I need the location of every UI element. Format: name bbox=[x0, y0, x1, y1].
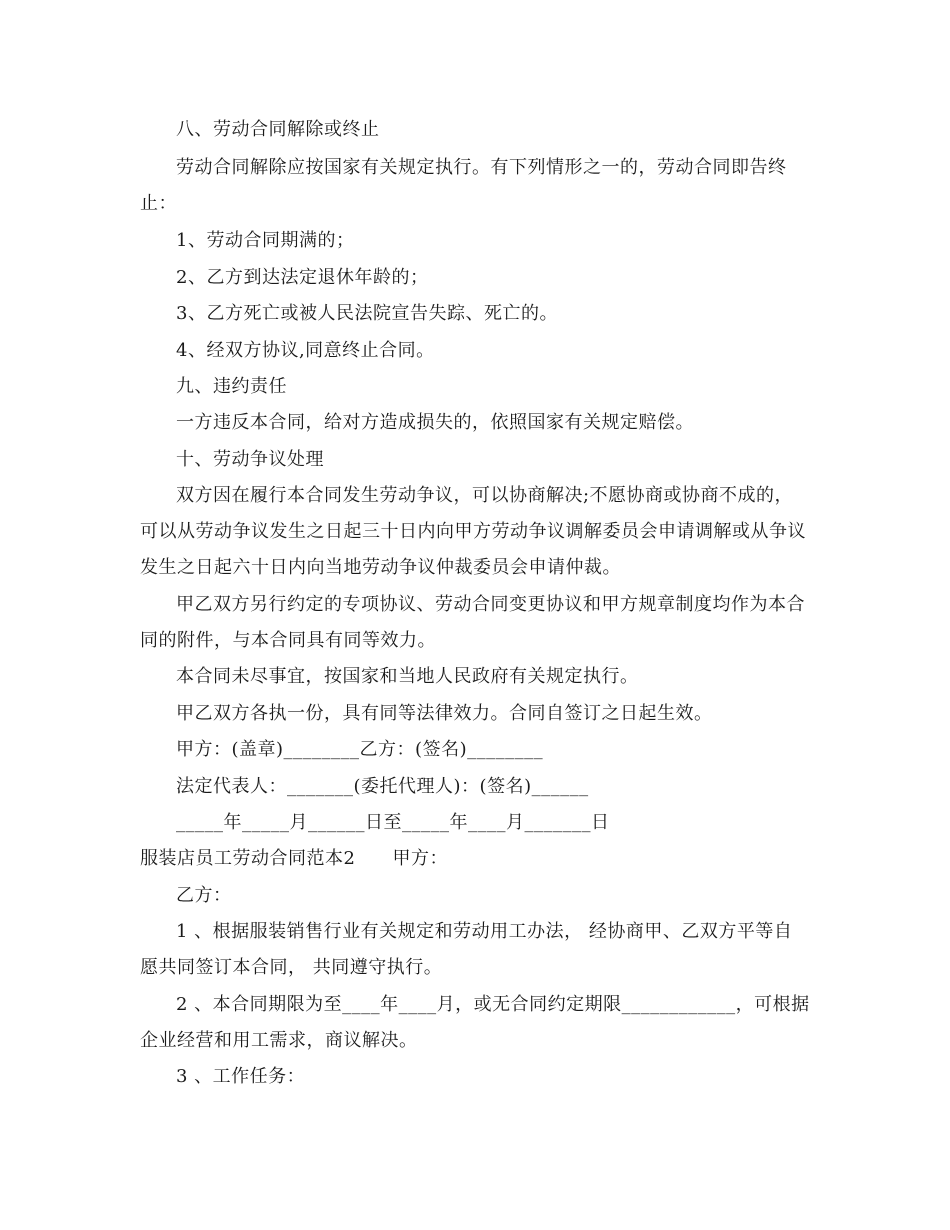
section-heading-termination: 八、劳动合同解除或终止 bbox=[176, 119, 380, 140]
paragraph-line: 企业经营和用工需求，商议解决。 bbox=[140, 1030, 418, 1051]
paragraph-line: 劳动合同解除应按国家有关规定执行。有下列情形之一的，劳动合同即告终 bbox=[176, 157, 787, 178]
paragraph-line: 3 、工作任务： bbox=[176, 1066, 306, 1087]
paragraph-line: 同的附件，与本合同具有同等效力。 bbox=[140, 630, 436, 651]
paragraph-line: 止： bbox=[140, 193, 177, 214]
paragraph-line: 一方违反本合同，给对方造成损失的，依照国家有关规定赔偿。 bbox=[176, 412, 694, 433]
signature-line-parties: 甲方：(盖章)________乙方：(签名)________ bbox=[176, 739, 544, 760]
list-item: 2、乙方到达法定退休年龄的； bbox=[176, 267, 429, 288]
paragraph-line: 可以从劳动争议发生之日起三十日内向甲方劳动争议调解委员会申请调解或从争议 bbox=[140, 521, 806, 542]
section-heading-dispute: 十、劳动争议处理 bbox=[176, 449, 324, 470]
document-subtitle: 服装店员工劳动合同范本2 甲方： bbox=[140, 848, 448, 869]
list-item: 1、劳动合同期满的； bbox=[176, 230, 355, 251]
party-b-line: 乙方： bbox=[176, 885, 232, 906]
paragraph-line: 愿共同签订本合同， 共同遵守执行。 bbox=[140, 957, 443, 978]
paragraph-line: 甲乙双方各执一份，具有同等法律效力。合同自签订之日起生效。 bbox=[176, 703, 713, 724]
paragraph-line: 甲乙双方另行约定的专项协议、劳动合同变更协议和甲方规章制度均作为本合 bbox=[176, 594, 805, 615]
list-item: 3、乙方死亡或被人民法院宣告失踪、死亡的。 bbox=[176, 303, 558, 324]
paragraph-line: 2 、本合同期限为至____年____月，或无合同约定期限____________，可根据 bbox=[176, 994, 810, 1015]
paragraph-line: 双方因在履行本合同发生劳动争议，可以协商解决;不愿协商或协商不成的， bbox=[176, 485, 794, 506]
list-item: 4、经双方协议,同意终止合同。 bbox=[176, 340, 435, 361]
paragraph-line: 1 、根据服装销售行业有关规定和劳动用工办法， 经协商甲、乙双方平等自 bbox=[176, 921, 793, 942]
paragraph-line: 本合同未尽事宜，按国家和当地人民政府有关规定执行。 bbox=[176, 666, 639, 687]
date-range-line: _____年_____月______日至_____年____月_______日 bbox=[176, 812, 610, 833]
signature-line-representative: 法定代表人：_______(委托代理人)：(签名)______ bbox=[176, 776, 589, 797]
section-heading-liability: 九、违约责任 bbox=[176, 376, 287, 397]
paragraph-line: 发生之日起六十日内向当地劳动争议仲裁委员会申请仲裁。 bbox=[140, 557, 621, 578]
